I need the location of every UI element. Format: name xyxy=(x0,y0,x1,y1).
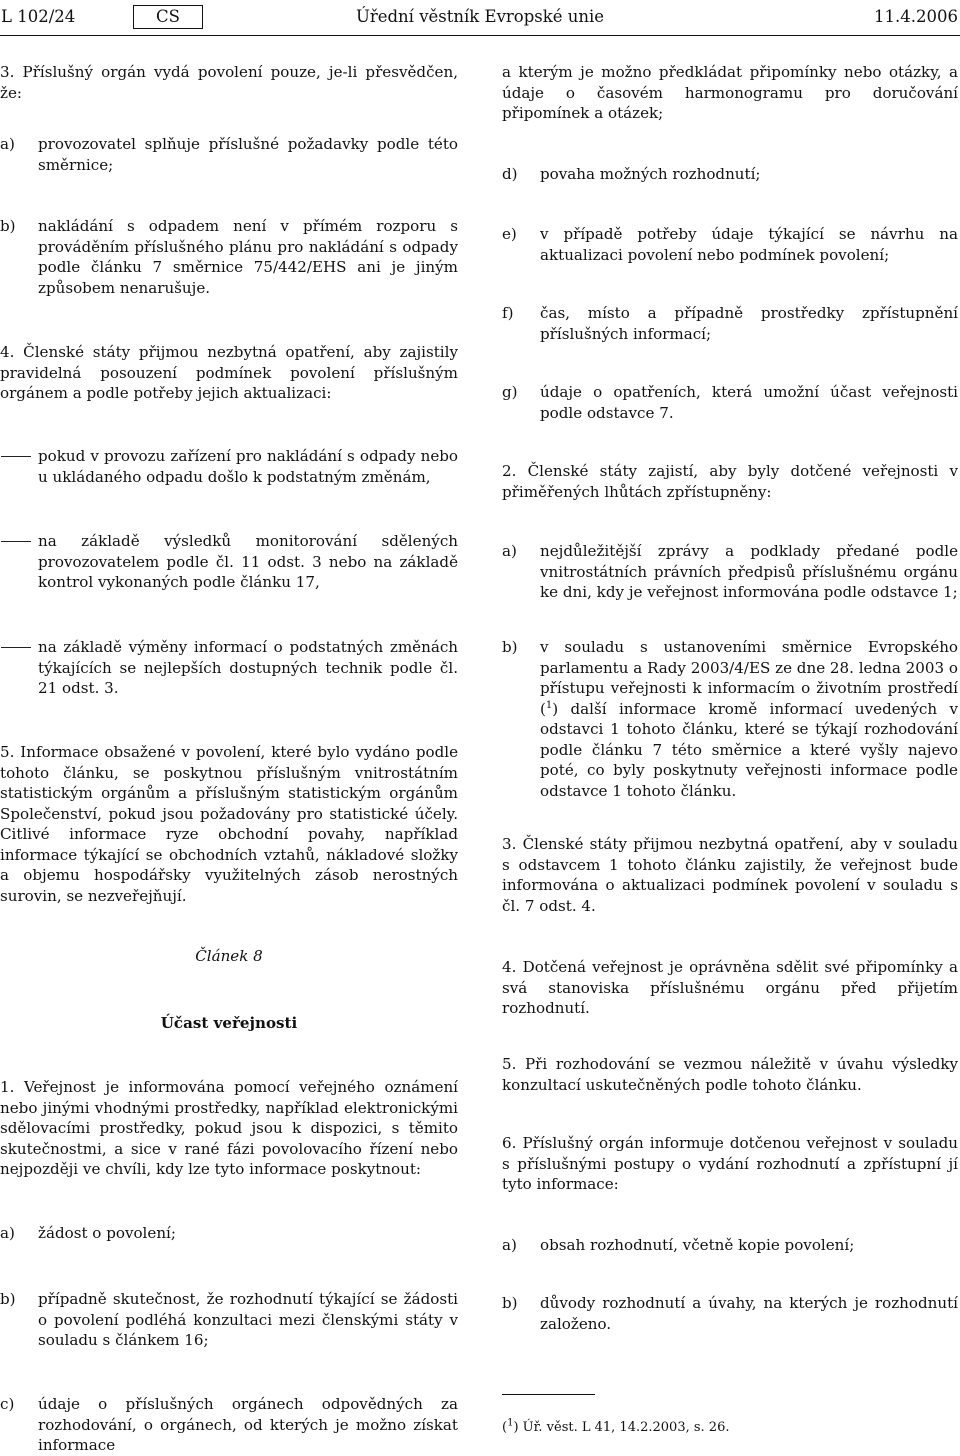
item-text: nejdůležitější zprávy a podklady předané podle vnitrostátních právních předpisů příslušnému orgánu ke dni, kdy je veřejnost informována podle odstavce 1; xyxy=(540,542,958,601)
item-text: důvody rozhodnutí a úvahy, na kterých je rozhodnutí založeno. xyxy=(540,1294,958,1333)
journal-reference: L 102/24 xyxy=(1,7,76,26)
item-text: na základě výsledků monitorování sdělených provozovatelem podle čl. 11 odst. 3 nebo na základě kontrol vykonaných podle článku 17, xyxy=(38,532,458,591)
item-label: b) xyxy=(0,1290,16,1308)
item-label: b) xyxy=(502,1294,518,1312)
footnote-part: ( xyxy=(502,1420,508,1435)
dash-item-2 xyxy=(0,531,458,593)
item-label: e) xyxy=(502,225,517,243)
item-c-continuation xyxy=(502,62,958,124)
paragraph-5 xyxy=(0,742,458,906)
item-text-part: v souladu s ustanoveními směrnice Evropského parlamentu a Rady 2003/4/ES ze dne 28. ledna 2003 o přístupu veřejnosti k informacím o životním prostředí ( xyxy=(540,638,958,718)
item-text: čas, místo a případně prostředky zpřístupnění příslušných informací; xyxy=(540,304,958,343)
item-text: pokud v provozu zařízení pro nakládání s odpady nebo u ukládaného odpadu došlo k podstatným změnám, xyxy=(38,447,458,486)
list-item-6b xyxy=(502,1293,958,1334)
dash-item-3 xyxy=(0,637,458,699)
footnote xyxy=(502,1419,958,1436)
list-item-3a xyxy=(0,134,458,175)
list-item-2b xyxy=(502,637,958,801)
paragraph-1 xyxy=(0,1077,458,1180)
list-item-f xyxy=(502,303,958,344)
footnote-part: ) Úř. věst. L 41, 14.2.2003, s. 26. xyxy=(513,1420,730,1435)
paragraph-3-right-text: 3. Členské státy přijmou nezbytná opatření, aby v souladu s odstavcem 1 tohoto článku zajistily, že veřejnost bude informována o aktualizaci podmínek povolení v souladu s čl. 7 odst. 4. xyxy=(502,835,958,915)
item-text: v případě potřeby údaje týkající se návrhu na aktualizaci povolení nebo podmínek povolení; xyxy=(540,225,958,264)
paragraph-5-right-text: 5. Při rozhodování se vezmou náležitě v úvahu výsledky konzultací uskutečněných podle tohoto článku. xyxy=(502,1055,958,1094)
paragraph-3-right xyxy=(502,834,958,916)
item-text: provozovatel splňuje příslušné požadavky podle této směrnice; xyxy=(38,135,458,174)
item-text: obsah rozhodnutí, včetně kopie povolení; xyxy=(540,1236,855,1254)
list-item-1c xyxy=(0,1394,458,1456)
item-label: b) xyxy=(0,217,16,235)
article-number: Článek 8 xyxy=(195,947,263,965)
item-text: údaje o opatřeních, která umožní účast veřejnosti podle odstavce 7. xyxy=(540,383,958,422)
list-item-g xyxy=(502,382,958,423)
item-label: a) xyxy=(0,135,15,153)
item-label: c) xyxy=(0,1395,15,1413)
page-header xyxy=(0,6,960,40)
dash-marker xyxy=(0,446,38,487)
paragraph-2-text: 2. Členské státy zajistí, aby byly dotčené veřejnosti v přiměřených lhůtách zpřístupněny: xyxy=(502,462,958,501)
item-text: povaha možných rozhodnutí; xyxy=(540,165,761,183)
journal-title: Úřední věstník Evropské unie xyxy=(355,7,605,26)
paragraph-1-text: 1. Veřejnost je informována pomocí veřejného oznámení nebo jinými vhodnými prostředky, například elektronickými sdělovacími prostředky, pokud jsou k dispozici, s těmito skutečnostmi, a sice v rané fázi povolovacího řízení nebo nejpozději ve chvíli, kdy lze tyto informace poskytnout: xyxy=(0,1078,458,1178)
item-text: nakládání s odpadem není v přímém rozporu s prováděním příslušného plánu pro nakládání s odpady podle článku 7 směrnice 75/442/EHS ani je jiným způsobem nenarušuje. xyxy=(38,217,458,297)
paragraph-5-right xyxy=(502,1054,958,1095)
item-label: g) xyxy=(502,383,518,401)
item-label: f) xyxy=(502,304,514,322)
paragraph-3 xyxy=(0,62,458,103)
language-code: CS xyxy=(156,7,180,26)
item-text xyxy=(540,637,958,801)
footnote-reference: 1 xyxy=(545,699,553,711)
item-label: d) xyxy=(502,165,518,183)
list-item-2a xyxy=(502,541,958,603)
dash-marker xyxy=(0,637,38,699)
paragraph-2 xyxy=(502,461,958,502)
item-label: a) xyxy=(502,542,517,560)
item-label: b) xyxy=(502,638,518,656)
paragraph-4-right xyxy=(502,957,958,1019)
paragraph-3-text: 3. Příslušný orgán vydá povolení pouze, je-li přesvědčen, že: xyxy=(0,63,458,102)
list-item-3b xyxy=(0,216,458,298)
list-item-d xyxy=(502,164,958,185)
list-item-e xyxy=(502,224,958,265)
paragraph-4 xyxy=(0,342,458,404)
item-c-continuation-text: a kterým je možno předkládat připomínky nebo otázky, a údaje o časovém harmonogramu pro doručování připomínek a otázek; xyxy=(502,63,958,122)
item-text: případně skutečnost, že rozhodnutí týkající se žádosti o povolení podléhá konzultaci mezi členskými státy v souladu s článkem 16; xyxy=(38,1290,458,1349)
paragraph-4-text: 4. Členské státy přijmou nezbytná opatření, aby zajistily pravidelná posouzení podmínek povolení příslušným orgánem a podle potřeby jejich aktualizaci: xyxy=(0,343,458,402)
header-rule xyxy=(0,35,960,36)
item-text: údaje o příslušných orgánech odpovědných za rozhodování, o orgánech, od kterých je možno získat informace xyxy=(38,1395,458,1454)
publication-date: 11.4.2006 xyxy=(874,7,958,26)
dash-item-1 xyxy=(0,446,458,487)
footnote-rule xyxy=(502,1394,595,1395)
footnote-number: 1 xyxy=(507,1417,514,1429)
paragraph-4-right-text: 4. Dotčená veřejnost je oprávněna sdělit své připomínky a svá stanoviska příslušnému orgánu před přijetím rozhodnutí. xyxy=(502,958,958,1017)
list-item-1a xyxy=(0,1223,458,1244)
item-label: a) xyxy=(502,1236,517,1254)
paragraph-5-text: 5. Informace obsažené v povolení, které bylo vydáno podle tohoto článku, se poskytnou příslušným vnitrostátním statistickým orgánům a příslušným statistickým orgánům Společenství, pokud jsou požadovány pro statistické účely. Citlivé informace ryze obchodní povahy, například informace týkající se obchodních vztahů, nákladové složky a objemu hospodářsky využitelných zásob nerostných surovin, se nezveřejňují. xyxy=(0,743,458,905)
item-text: žádost o povolení; xyxy=(38,1224,176,1242)
article-title: Účast veřejnosti xyxy=(160,1014,298,1032)
item-text-part: ) další informace kromě informací uvedených v odstavci 1 tohoto článku, které se týkají rozhodování podle článku 7 této směrnice a které vyšly najevo poté, co byly poskytnuty veřejnosti informace podle odstavce 1 tohoto článku. xyxy=(540,699,958,800)
item-text: na základě výměny informací o podstatných změnách týkajících se nejlepších dostupných technik podle čl. 21 odst. 3. xyxy=(38,638,458,697)
dash-marker xyxy=(0,531,38,593)
paragraph-6-right xyxy=(502,1133,958,1195)
list-item-1b xyxy=(0,1289,458,1351)
paragraph-6-right-text: 6. Příslušný orgán informuje dotčenou veřejnost v souladu s příslušnými postupy o vydání rozhodnutí a zpřístupní jí tyto informace: xyxy=(502,1134,958,1193)
list-item-6a xyxy=(502,1235,958,1256)
item-label: a) xyxy=(0,1224,15,1242)
